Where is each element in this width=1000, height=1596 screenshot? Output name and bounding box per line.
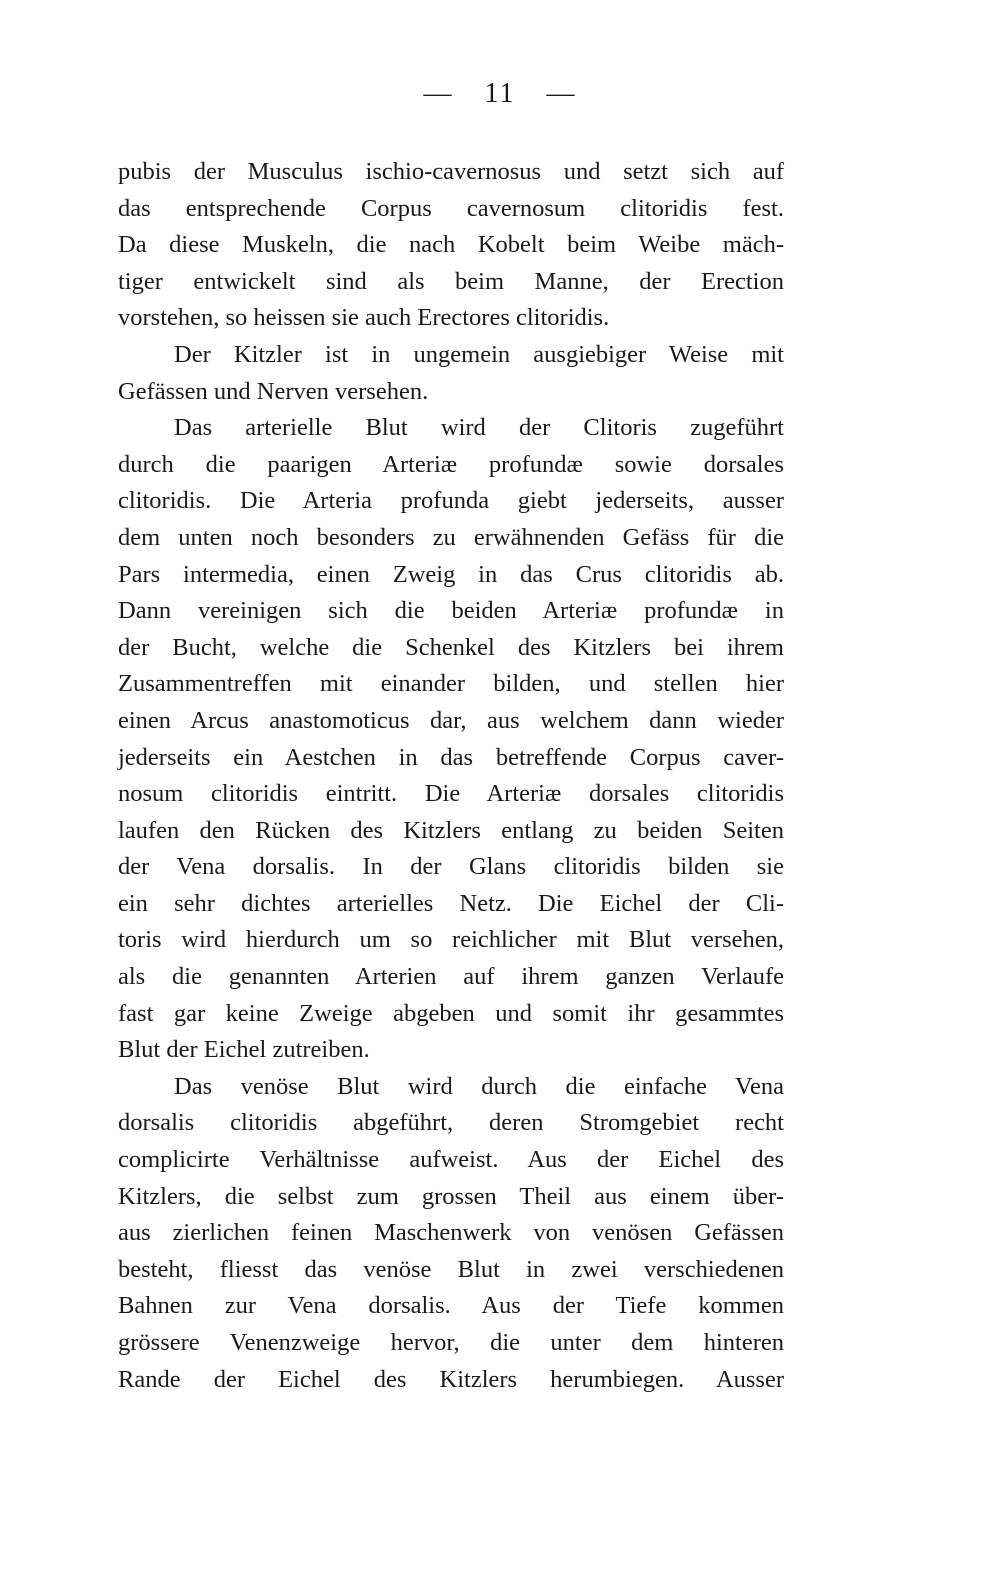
text-line: jederseits ein Aestchen in das betreffende Corpus caver- [118, 743, 784, 771]
text-line: nosum clitoridis eintritt. Die Arteriæ dorsales clitoridis [118, 780, 784, 808]
text-line: Der Kitzler ist in ungemein ausgiebiger Weise mit [174, 340, 784, 368]
page-number-header [0, 78, 1000, 110]
text-line: toris wird hierdurch um so reichlicher mit Blut versehen, [118, 926, 784, 954]
body-text [118, 154, 784, 1398]
text-line: fast gar keine Zweige abgeben und somit ihr gesammtes [118, 999, 784, 1027]
text-line: Da diese Muskeln, die nach Kobelt beim Weibe mäch- [118, 231, 784, 259]
text-line: einen Arcus anastomoticus dar, aus welchem dann wieder [118, 706, 784, 734]
text-line: complicirte Verhältnisse aufweist. Aus der Eichel des [118, 1146, 784, 1174]
text-line: Pars intermedia, einen Zweig in das Crus clitoridis ab. [118, 560, 784, 588]
text-line: Das arterielle Blut wird der Clitoris zugeführt [174, 414, 784, 442]
text-line: Zusammentreffen mit einander bilden, und stellen hier [118, 670, 784, 698]
text-line: Das venöse Blut wird durch die einfache Vena [174, 1072, 784, 1100]
text-line: der Bucht, welche die Schenkel des Kitzlers bei ihrem [118, 633, 784, 661]
text-line: vorstehen, so heissen sie auch Erectores clitoridis. [118, 304, 610, 332]
text-line: dorsalis clitoridis abgeführt, deren Stromgebiet recht [118, 1109, 784, 1137]
dash-right: — [546, 78, 577, 109]
text-line: ein sehr dichtes arterielles Netz. Die Eichel der Cli- [118, 889, 784, 917]
text-line: Gefässen und Nerven versehen. [118, 377, 429, 405]
text-line: aus zierlichen feinen Maschenwerk von venösen Gefässen [118, 1219, 784, 1247]
text-line: Bahnen zur Vena dorsalis. Aus der Tiefe kommen [118, 1292, 784, 1320]
text-line: pubis der Musculus ischio-cavernosus und setzt sich auf [118, 158, 784, 185]
dash-left: — [423, 78, 454, 109]
page-number: 11 [484, 78, 516, 109]
text-line: Kitzlers, die selbst zum grossen Theil aus einem über- [118, 1182, 784, 1210]
text-line: clitoridis. Die Arteria profunda giebt jederseits, ausser [118, 487, 784, 515]
text-line: grössere Venenzweige hervor, die unter dem hinteren [118, 1329, 784, 1356]
text-line: dem unten noch besonders zu erwähnenden Gefäss für die [118, 523, 784, 551]
text-line: Rande der Eichel des Kitzlers herumbiegen. Ausser [118, 1365, 784, 1393]
text-line: Dann vereinigen sich die beiden Arteriæ profundæ in [118, 597, 784, 625]
text-line: laufen den Rücken des Kitzlers entlang zu beiden Seiten [118, 816, 784, 844]
text-line: Blut der Eichel zutreiben. [118, 1036, 370, 1064]
text-line: der Vena dorsalis. In der Glans clitoridis bilden sie [118, 853, 784, 881]
text-line: besteht, fliesst das venöse Blut in zwei verschiedenen [118, 1255, 784, 1283]
text-line: das entsprechende Corpus cavernosum clitoridis fest. [118, 194, 784, 222]
text-line: als die genannten Arterien auf ihrem ganzen Verlaufe [118, 963, 784, 991]
text-line: tiger entwickelt sind als beim Manne, der Erection [118, 267, 784, 295]
text-line: durch die paarigen Arteriæ profundæ sowie dorsales [118, 450, 784, 478]
